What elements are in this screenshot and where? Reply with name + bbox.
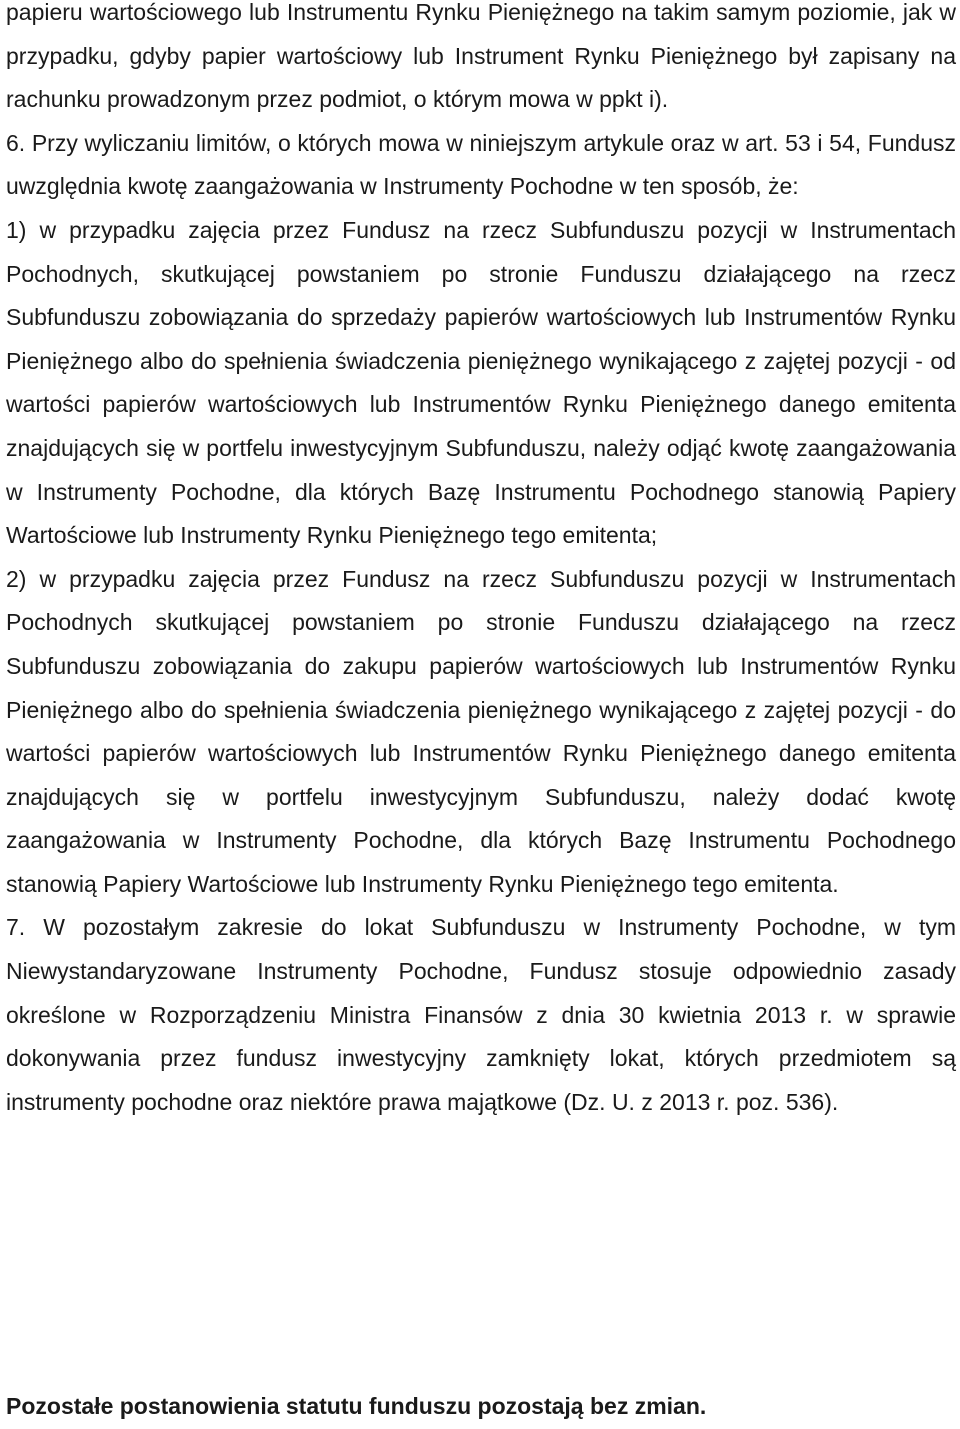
paragraph-point-7: 7. W pozostałym zakresie do lokat Subfunduszu w Instrumenty Pochodne, w tym Niewystandaryzowane Instrumenty Pochodne, Fundusz stosuje odpowiednio zasady określone w Rozporządzeniu Ministra Finansów z dnia 30 kwietnia 2013 r. w sprawie dokonywania przez fundusz inwestycyjny zamknięty lokat, których przedmiotem są instrumenty pochodne oraz niektóre prawa majątkowe (Dz. U. z 2013 r. poz. 536).: [6, 914, 956, 1115]
closing-statement: Pozostałe postanowienia statutu funduszu pozostają bez zmian.: [6, 1393, 707, 1419]
document-body: [6, 0, 956, 1124]
paragraph-point-6: 6. Przy wyliczaniu limitów, o których mowa w niniejszym artykule oraz w art. 53 i 54, Fundusz uwzględnia kwotę zaangażowania w Instrumenty Pochodne w ten sposób, że:: [6, 129, 956, 200]
paragraph-subpoint-2: 2) w przypadku zajęcia przez Fundusz na rzecz Subfunduszu pozycji w Instrumentach Pochodnych skutkującej powstaniem po stronie Funduszu działającego na rzecz Subfunduszu zobowiązania do zakupu papierów wartościowych lub Instrumentów Rynku Pieniężnego albo do spełnienia świadczenia pieniężnego wynikającego z zajętej pozycji - do wartości papierów wartościowych lub Instrumentów Rynku Pieniężnego danego emitenta znajdujących się w portfelu inwestycyjnym Subfunduszu, należy dodać kwotę zaangażowania w Instrumenty Pochodne, dla których Bazę Instrumentu Pochodnego stanowią Papiery Wartościowe lub Instrumenty Rynku Pieniężnego tego emitenta.: [6, 565, 956, 897]
paragraph-subpoint-1: 1) w przypadku zajęcia przez Fundusz na rzecz Subfunduszu pozycji w Instrumentach Pochodnych, skutkującej powstaniem po stronie Funduszu działającego na rzecz Subfunduszu zobowiązania do sprzedaży papierów wartościowych lub Instrumentów Rynku Pieniężnego albo do spełnienia świadczenia pieniężnego wynikającego z zajętej pozycji - od wartości papierów wartościowych lub Instrumentów Rynku Pieniężnego danego emitenta znajdujących się w portfelu inwestycyjnym Subfunduszu, należy odjąć kwotę zaangażowania w Instrumenty Pochodne, dla których Bazę Instrumentu Pochodnego stanowią Papiery Wartościowe lub Instrumenty Rynku Pieniężnego tego emitenta;: [6, 216, 956, 549]
paragraph-continuation: papieru wartościowego lub Instrumentu Rynku Pieniężnego na takim samym poziomie, jak w przypadku, gdyby papier wartościowy lub Instrument Rynku Pieniężnego był zapisany na rachunku prowadzonym przez podmiot, o którym mowa w ppkt i).: [6, 0, 956, 113]
